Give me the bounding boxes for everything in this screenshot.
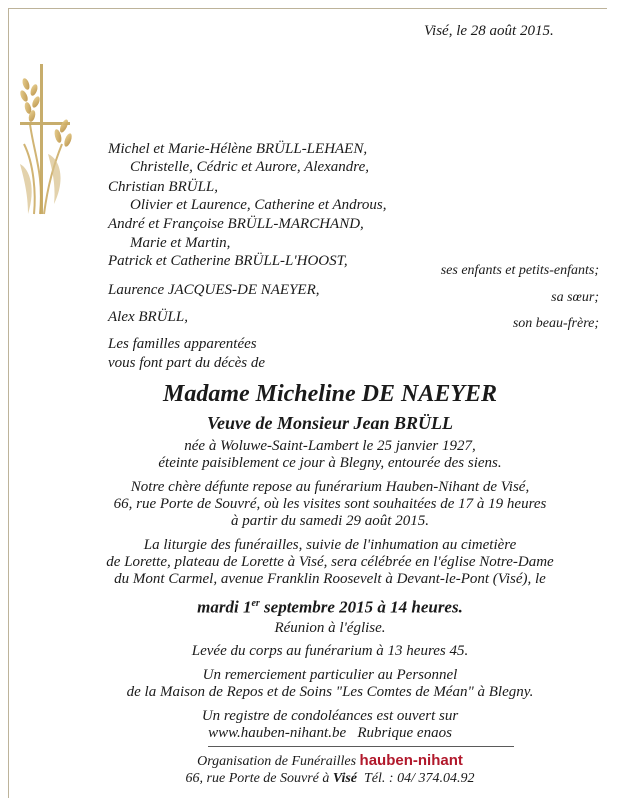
role-children: ses enfants et petits-enfants; — [440, 263, 599, 278]
family-line: Michel et Marie-Hélène BRÜLL-LEHAEN, — [108, 141, 368, 157]
footer-organisation: Organisation de Funérailles hauben-nihant — [197, 752, 463, 769]
family-line: Marie et Martin, — [130, 235, 231, 251]
family-line: Laurence JACQUES-DE NAEYER, — [108, 282, 320, 298]
registry-url-line: www.hauben-nihant.be Rubrique enaos — [208, 725, 452, 741]
visitation-line: à partir du samedi 29 août 2015. — [231, 513, 429, 529]
ceremony-date: mardi 1er septembre 2015 à 14 heures. — [197, 597, 463, 617]
visitation-line: Notre chère défunte repose au funérarium Hauben-Nihant de Visé, — [130, 479, 530, 495]
role-brother-in-law: son beau-frère; — [512, 316, 599, 331]
wheat-cross-icon — [14, 64, 84, 224]
family-line: Alex BRÜLL, — [108, 309, 188, 325]
family-line: André et Françoise BRÜLL-MARCHAND, — [108, 216, 364, 232]
footer-divider — [208, 746, 514, 747]
visitation-line: 66, rue Porte de Souvré, où les visites sont souhaitées de 17 à 19 heures — [113, 496, 547, 512]
family-line: Christelle, Cédric et Aurore, Alexandre, — [130, 159, 369, 175]
family-line: Christian BRÜLL, — [108, 179, 219, 195]
brand-logo: hauben-nihant — [359, 752, 463, 769]
liturgy-line: du Mont Carmel, avenue Franklin Roosevelt à Devant-le-Pont (Visé), le — [114, 571, 546, 587]
deceased-born: née à Woluwe-Saint-Lambert le 25 janvier 1927, — [184, 438, 476, 454]
registry-line: Un registre de condoléances est ouvert sur — [201, 708, 459, 724]
role-sister: sa sœur; — [551, 290, 599, 305]
reunion-line: Réunion à l'église. — [274, 620, 386, 636]
deceased-widow: Veuve de Monsieur Jean BRÜLL — [206, 413, 453, 433]
levee-line: Levée du corps au funérarium à 13 heures 45. — [191, 643, 469, 659]
footer-address: 66, rue Porte de Souvré à Visé Tél. : 04/ 374.04.92 — [185, 771, 475, 786]
family-line: vous font part du décès de — [108, 355, 266, 371]
thanks-line: Un remerciement particulier au Personnel — [202, 667, 458, 683]
family-line: Les familles apparentées — [108, 336, 257, 352]
family-line: Patrick et Catherine BRÜLL-L'HOOST, — [108, 253, 348, 269]
deceased-name: Madame Micheline DE NAEYER — [162, 381, 498, 407]
registry-url[interactable]: www.hauben-nihant.be — [208, 725, 347, 741]
thanks-line: de la Maison de Repos et de Soins "Les Comtes de Méan" à Blegny. — [126, 684, 534, 700]
deceased-died: éteinte paisiblement ce jour à Blegny, entourée des siens. — [158, 455, 502, 471]
family-line: Olivier et Laurence, Catherine et Androus, — [130, 197, 387, 213]
notice-date: Visé, le 28 août 2015. — [424, 23, 554, 39]
liturgy-line: La liturgie des funérailles, suivie de l'inhumation au cimetière — [143, 537, 517, 553]
liturgy-line: de Lorette, plateau de Lorette à Visé, sera célébrée en l'église Notre-Dame — [106, 554, 554, 570]
